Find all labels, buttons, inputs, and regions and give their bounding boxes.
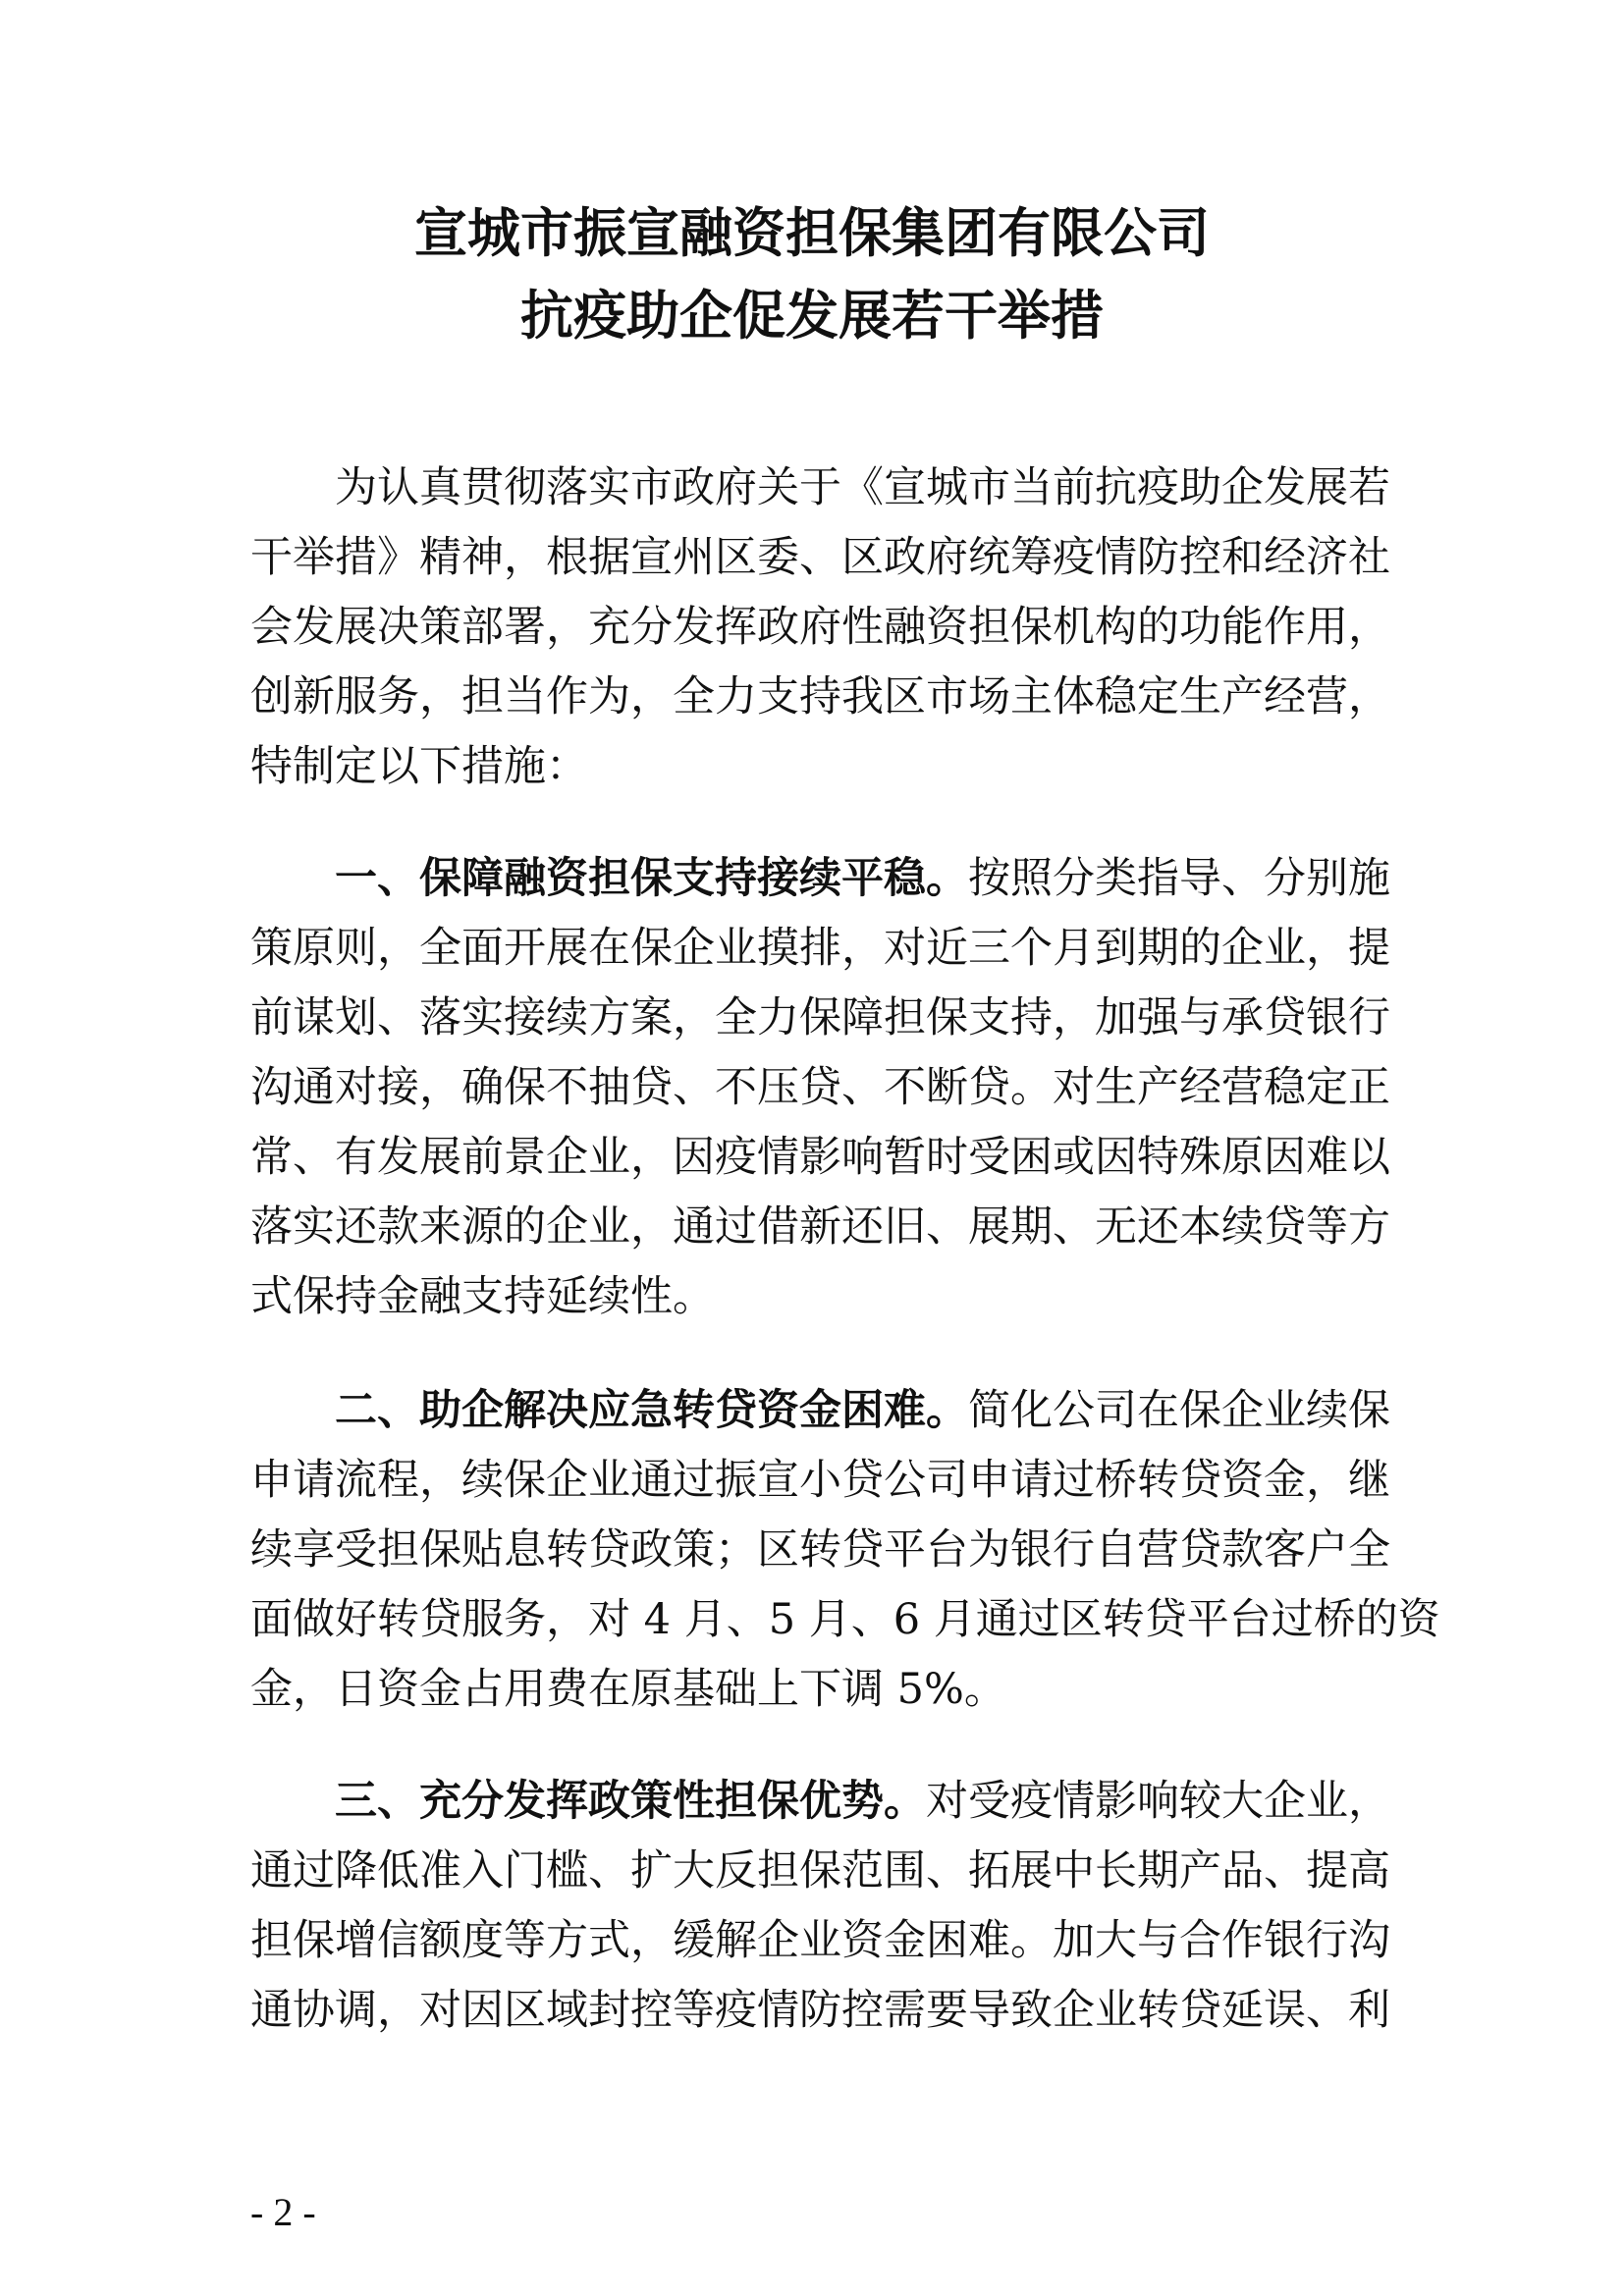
text-span: 金，日资金占用费在原基础上下调 5%。 <box>250 1665 1006 1714</box>
text-line <box>250 1123 1390 1193</box>
text-line <box>250 1193 1390 1262</box>
measure-heading-1: 一、保障融资担保支持接续平稳。 <box>335 854 968 903</box>
text-span: 常、有发展前景企业，因疫情影响暂时受困或因特殊原因难以 <box>250 1133 1390 1182</box>
text-span: 简化公司在保企业续保 <box>968 1386 1390 1435</box>
text-line <box>250 984 1390 1053</box>
text-span: 创新服务，担当作为，全力支持我区市场主体稳定生产经营， <box>250 672 1390 721</box>
text-line <box>250 1767 1390 1837</box>
measure-heading-3: 三、充分发挥政策性担保优势。 <box>335 1777 926 1826</box>
text-span: 前谋划、落实接续方案，全力保障担保支持，加强与承贷银行 <box>250 993 1390 1042</box>
text-line <box>250 593 1390 663</box>
intro-paragraph <box>250 454 1390 802</box>
text-line <box>250 454 1390 523</box>
text-span: 对受疫情影响较大企业， <box>926 1777 1390 1826</box>
text-span: 式保持金融支持延续性。 <box>250 1272 715 1321</box>
measure-paragraph-3 <box>250 1767 1390 2046</box>
text-line <box>250 1976 1390 2046</box>
text-span: 通协调，对因区域封控等疫情防控需要导致企业转贷延误、利 <box>250 1986 1390 2035</box>
text-span: 面做好转贷服务，对 4 月、5 月、6 月通过区转贷平台过桥的资 <box>250 1595 1440 1644</box>
text-span: 沟通对接，确保不抽贷、不压贷、不断贷。对生产经营稳定正 <box>250 1063 1390 1112</box>
text-span: 会发展决策部署，充分发挥政府性融资担保机构的功能作用， <box>250 603 1390 652</box>
text-span: 通过降低准入门槛、扩大反担保范围、拓展中长期产品、提高 <box>250 1846 1390 1896</box>
text-span: 落实还款来源的企业，通过借新还旧、展期、无还本续贷等方 <box>250 1202 1390 1252</box>
text-span: 特制定以下措施： <box>250 742 588 791</box>
text-line <box>250 914 1390 984</box>
text-span: 策原则，全面开展在保企业摸排，对近三个月到期的企业，提 <box>250 924 1390 973</box>
text-span: 干举措》精神，根据宣州区委、区政府统筹疫情防控和经济社 <box>250 533 1390 582</box>
text-span: 为认真贯彻落实市政府关于《宣城市当前抗疫助企发展若 <box>335 463 1390 512</box>
text-line <box>250 844 1390 914</box>
text-line <box>250 1446 1390 1516</box>
text-span: 续享受担保贴息转贷政策；区转贷平台为银行自营贷款客户全 <box>250 1525 1390 1575</box>
text-line <box>250 1906 1390 1976</box>
document-title-line-1: 宣城市振宣融资担保集团有限公司 <box>414 202 1210 264</box>
text-span: 按照分类指导、分别施 <box>968 854 1390 903</box>
measure-paragraph-1 <box>250 844 1390 1332</box>
text-line <box>250 1837 1390 1906</box>
text-line <box>250 1516 1390 1585</box>
text-line <box>250 1262 1384 1332</box>
text-line <box>250 1053 1390 1123</box>
document-title-line-2: 抗疫助企促发展若干举措 <box>520 285 1104 347</box>
text-line <box>250 732 1384 802</box>
measure-paragraph-2 <box>250 1376 1440 1725</box>
page-number: - 2 - <box>250 2190 316 2234</box>
text-line <box>250 1655 1384 1725</box>
measure-heading-2: 二、助企解决应急转贷资金困难。 <box>335 1386 968 1435</box>
text-line <box>250 1585 1440 1655</box>
text-line <box>250 1376 1390 1446</box>
text-line <box>250 523 1390 593</box>
text-span: 申请流程，续保企业通过振宣小贷公司申请过桥转贷资金，继 <box>250 1456 1390 1505</box>
text-span: 担保增信额度等方式，缓解企业资金困难。加大与合作银行沟 <box>250 1916 1390 1965</box>
text-line <box>250 663 1390 732</box>
